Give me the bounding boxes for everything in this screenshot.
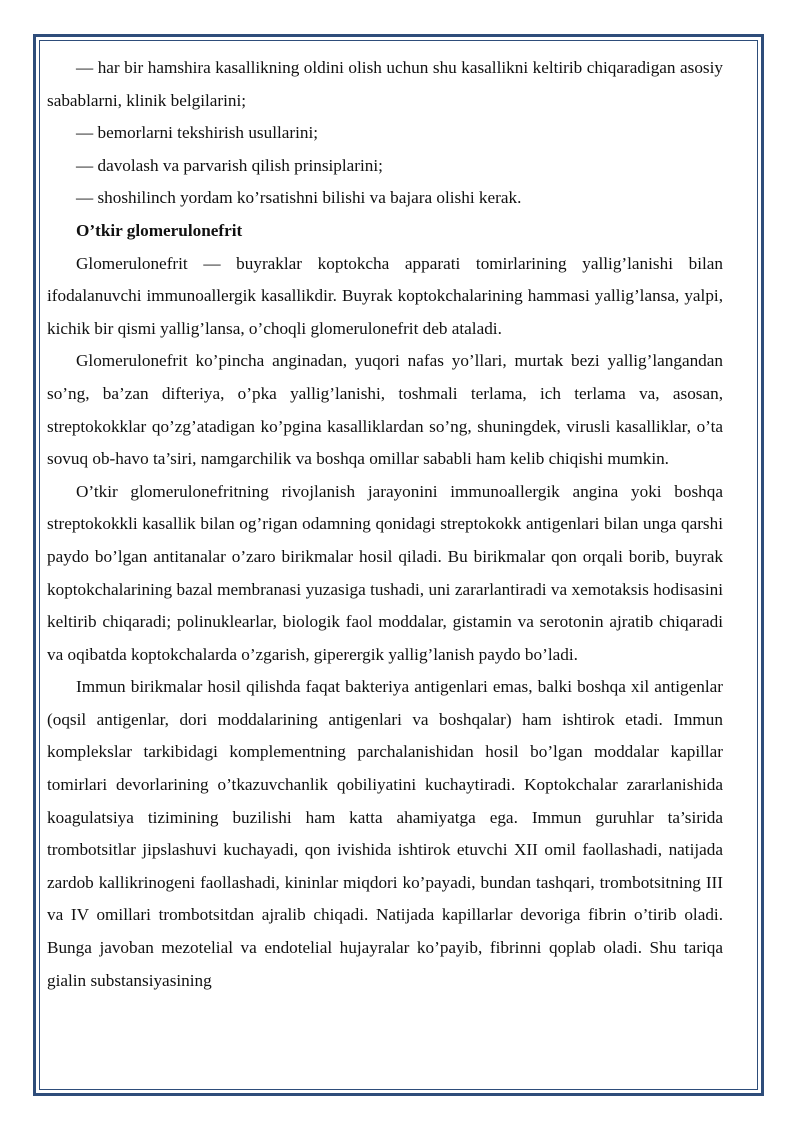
paragraph-definition: Glomerulonefrit — buyraklar koptokcha apparati tomirlarining yallig’lanishi bilan ifodalanuvchi immunoallergik kasallikdir. Buyrak koptokchalarining hammasi yallig’lansa, yalpi, kichik bir qismi yallig’lansa, o’choqli glomerulonefrit deb ataladi. (47, 253, 723, 338)
list-item-treatment: — davolash va parvarish qilish prinsiplarini; (76, 155, 383, 175)
list-item-examination: — bemorlarni tekshirish usullarini; (76, 123, 319, 143)
list-item-causes: — har bir hamshira kasallikning oldini olish uchun shu kasallikni keltirib chiqaradigan asosiy sabablarni, klinik belgilarini; (47, 58, 723, 110)
paragraph-immune-complexes: Immun birikmalar hosil qilishda faqat bakteriya antigenlari emas, balki boshqa xil antigenlar (oqsil antigenlar, dori moddalarining antigenlari va boshqalar) ham ishtirok etadi. Immun komplekslar tarkibidagi komplementning parchalanishidan hosil bo’lgan moddalar kapillar tomirlari devorlarining o’tkazuvchanlik qobiliyatini kuchaytiradi. Koptokchalar zararlanishida koagulatsiya tizimining buzilishi ham katta ahamiyatga ega. Immun guruhlar ta’sirida trombotsitlar jipslashuvi kuchayadi, qon ivishida ishtirok etuvchi XII omil faollashadi, natijada zardob kallikrinogeni faollashadi, kininlar miqdori ko’payadi, bundan tashqari, trombotsitning III va IV omillari trombotsitdan ajralib chiqadi. Natijada kapillarlar devoriga fibrin o’tirib oladi. Bunga javoban mezotelial va endotelial hujayralar ko’payib, fibrinni qoplab oladi. Shu tariqa gialin substansiyasining (47, 677, 723, 990)
document-body (47, 52, 723, 997)
list-item-emergency: — shoshilinch yordam ko’rsatishni bilishi va bajara olishi kerak. (76, 188, 522, 208)
paragraph-pathogenesis: O’tkir glomerulonefritning rivojlanish jarayonini immunoallergik angina yoki boshqa streptokokkli kasallik bilan og’rigan odamning qonidagi streptokokk antigenlari bilan unga qarshi paydo bo’lgan antitanalar o’zaro birikmalar hosil qiladi. Bu birikmalar qon orqali borib, buyrak koptokchalarining bazal membranasi yuzasiga tushadi, uni zararlantiradi va xemotaksis hodisasini keltirib chiqaradi; polinuklearlar, biologik faol moddalar, gistamin va serotonin ajratib chiqaradi va oqibatda koptokchalarda o’zgarish, giperergik yallig’lanish paydo bo’ladi. (47, 481, 723, 664)
section-heading: O’tkir glomerulonefrit (76, 220, 243, 240)
paragraph-causes: Glomerulonefrit ko’pincha anginadan, yuqori nafas yo’llari, murtak bezi yallig’langandan so’ng, ba’zan difteriya, o’pka yallig’lanishi, toshmali terlama, ich terlama va, asosan, streptokokklar qo’zg’atadigan ko’pgina kasalliklardan so’ng, shuningdek, virusli kasalliklar, o’ta sovuq ob-havo ta’siri, namgarchilik va boshqa omillar sababli ham kelib chiqishi mumkin. (47, 351, 723, 469)
